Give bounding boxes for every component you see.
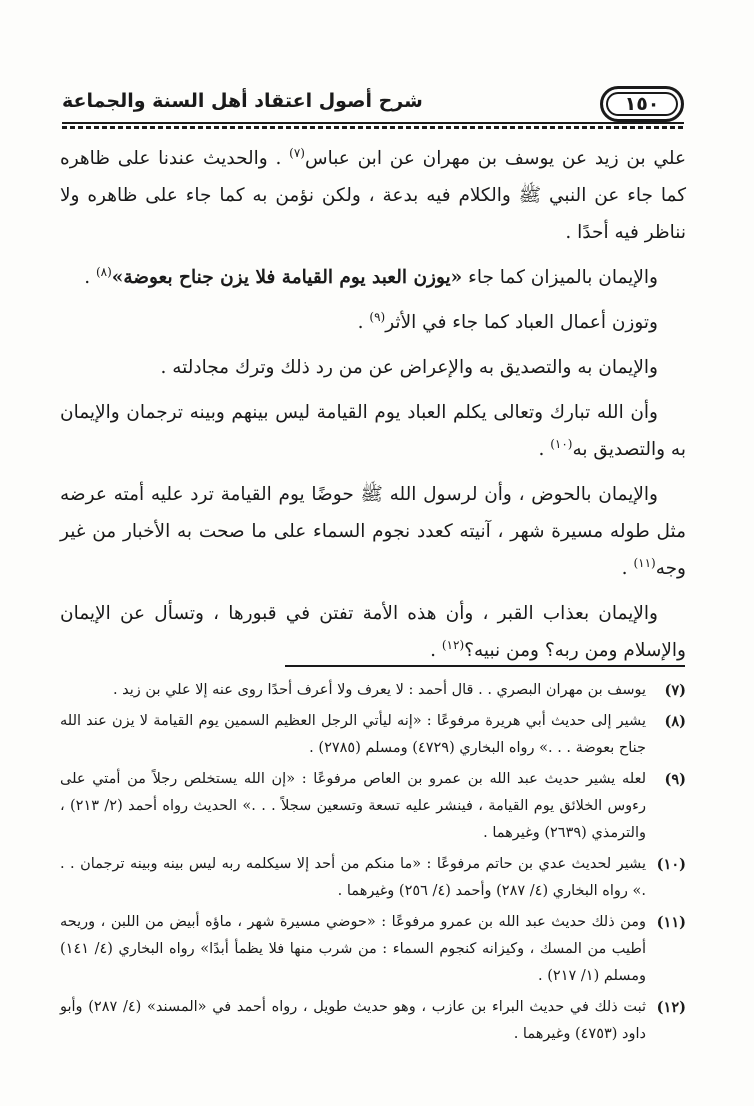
paragraph-6 (60, 476, 686, 587)
footnote-item (60, 909, 686, 990)
page-header (62, 84, 684, 124)
footnote-text: يوسف بن مهران البصري . . قال أحمد : لا يعرف ولا أعرف أحدًا روى عنه إلا علي بن زيد . (112, 682, 646, 698)
footnote-item (60, 994, 686, 1048)
footnote-text: يشير لحديث عدي بن حاتم مرفوعًا : «ما منكم من أحد إلا سيكلمه ربه ليس بينه وبينه ترجمان . . .» رواه البخاري (٤/ ٢٨٧) وأحمد (٤/ ٢٥٦) وغيرهما . (60, 856, 646, 899)
footnote-number: (١٢) (656, 999, 686, 1016)
paragraph-text: . (538, 439, 551, 460)
footnote-ref: (٧) (289, 145, 305, 160)
footnote-ref: (١١) (633, 555, 656, 570)
page-number: ١٥٠ (624, 93, 660, 115)
footnote-item (60, 708, 686, 762)
paragraph-text: . (84, 267, 96, 288)
footnote-number: (٩) (664, 771, 686, 788)
paragraph-text: . (430, 640, 442, 661)
paragraph-text: والإيمان بالميزان كما جاء (462, 267, 658, 288)
header-divider (62, 122, 684, 130)
paragraph-text: علي بن زيد عن يوسف بن مهران عن ابن عباس (304, 148, 686, 169)
paragraph-text: وتوزن أعمال العباد كما جاء في الأثر (385, 312, 658, 333)
main-text (60, 140, 686, 677)
footnote-number: (١١) (656, 914, 686, 931)
footnote-number: (١٠) (656, 856, 686, 873)
paragraph-7 (60, 595, 686, 669)
paragraph-3 (60, 304, 686, 341)
paragraph-text: والإيمان به والتصديق به والإعراض عن من رد ذلك وترك مجادلته . (160, 357, 658, 378)
page-number-badge (600, 86, 684, 122)
paragraph-5 (60, 394, 686, 468)
paragraph-text: . والحديث عندنا على ظاهره كما جاء عن النبي ﷺ والكلام فيه بدعة ، ولكن نؤمن به كما جاء على ظاهره ولا نناظر فيه أحدًا . (60, 148, 686, 243)
footnote-ref: (١٢) (441, 637, 465, 652)
paragraph-text: . (357, 312, 370, 333)
paragraph-text: والإيمان بعذاب القبر ، وأن هذه الأمة تفتن في قبورها ، وتسأل عن الإيمان والإسلام ومن ربه؟ ومن نبيه؟ (60, 603, 686, 661)
paragraph-text: . (621, 558, 634, 579)
footnote-divider (285, 665, 685, 667)
paragraph-text: وأن الله تبارك وتعالى يكلم العباد يوم القيامة ليس بينهم وبينه ترجمان والإيمان به والتصديق به (60, 402, 686, 460)
footnote-item (60, 851, 686, 905)
paragraph-1 (60, 140, 686, 251)
paragraph-text: والإيمان بالحوض ، وأن لرسول الله ﷺ حوضًا يوم القيامة ترد عليه أمته عرضه مثل طوله مسيرة شهر ، آنيته كعدد نجوم السماء على ما صحت به الأخبار من غير وجه (60, 484, 686, 579)
footnote-ref: (١٠) (550, 436, 573, 451)
footnote-text: ثبت ذلك في حديث البراء بن عازب ، وهو حديث طويل ، رواه أحمد في «المسند» (٤/ ٢٨٧) وأبو داود (٤٧٥٣) وغيرهما . (60, 999, 647, 1042)
running-title: شرح أصول اعتقاد أهل السنة والجماعة (62, 90, 423, 112)
paragraph-4 (60, 349, 686, 386)
footnote-text: لعله يشير حديث عبد الله بن عمرو بن العاص مرفوعًا : «إن الله يستخلص رجلاً من أمتي على رءوس الخلائق يوم القيامة ، فينشر عليه تسعة وتسعين سجلاً . . .» الحديث رواه أحمد (٢/ ٢١٣) ، والترمذي (٢٦٣٩) وغيرهما . (60, 771, 646, 841)
footnote-ref: (٩) (369, 309, 386, 324)
footnote-ref: (٨) (95, 264, 112, 279)
footnotes (60, 677, 686, 1052)
footnote-text: ومن ذلك حديث عبد الله بن عمرو مرفوعًا : «حوضي مسيرة شهر ، ماؤه أبيض من اللبن ، وريحه أطيب من المسك ، وكيزانه كنجوم السماء : من شرب منها فلا يظمأ أبدًا» رواه البخاري (٤/ ١٤١) ومسلم (١/ ٢١٧) . (60, 914, 646, 984)
footnote-number: (٨) (664, 713, 686, 730)
paragraph-2 (60, 259, 686, 296)
footnote-item (60, 766, 686, 847)
hadith-quote: «يوزن العبد يوم القيامة فلا يزن جناح بعوضة» (111, 267, 463, 288)
footnote-number: (٧) (664, 682, 686, 699)
footnote-item (60, 677, 686, 704)
footnote-text: يشير إلى حديث أبي هريرة مرفوعًا : «إنه ليأتي الرجل العظيم السمين يوم القيامة لا يزن عند الله جناح بعوضة . . .» رواه البخاري (٤٧٢٩) ومسلم (٢٧٨٥) . (60, 713, 646, 756)
